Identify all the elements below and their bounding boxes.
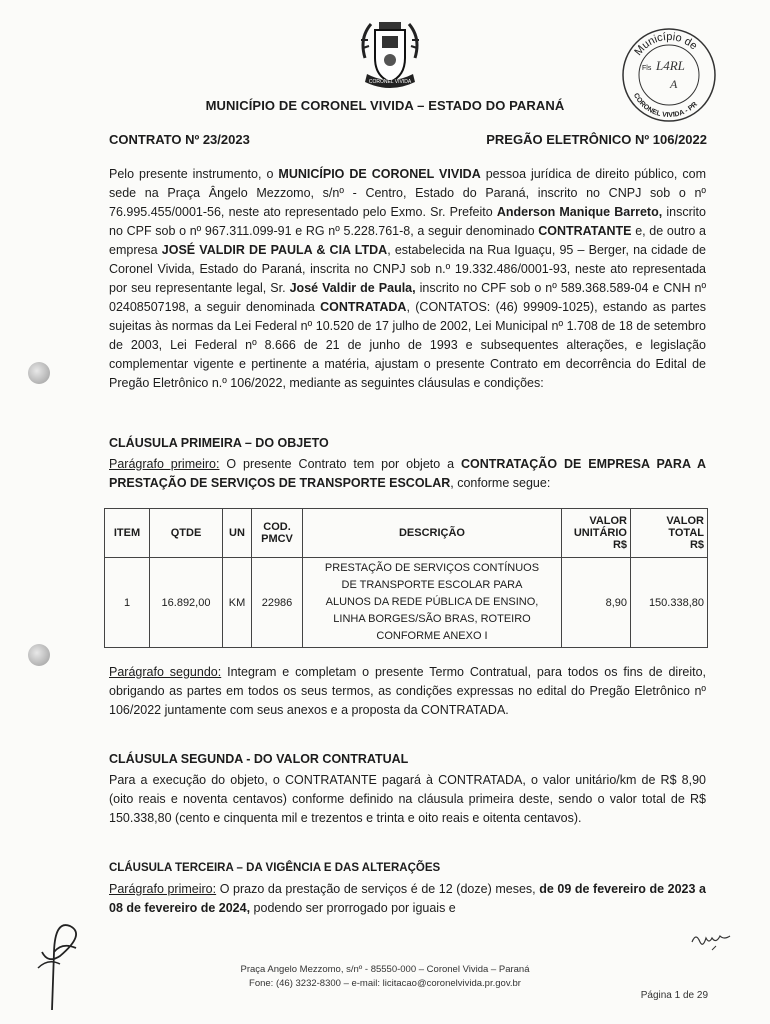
clause-3-heading: CLÁUSULA TERCEIRA – DA VIGÊNCIA E DAS ALTERAÇÕES — [109, 862, 441, 874]
header-valor-total: VALOR TOTAL R$ — [631, 509, 708, 558]
punch-hole — [28, 362, 50, 384]
municipal-crest-icon — [357, 18, 423, 94]
cell-un: KM — [223, 558, 252, 648]
table-header-row — [105, 509, 708, 558]
cell-valor-unitario: 8,90 — [562, 558, 631, 648]
cell-qtde: 16.892,00 — [150, 558, 223, 648]
clause-1-paragraph-1: Parágrafo primeiro: O presente Contrato tem por objeto a CONTRATAÇÃO DE EMPRESA PARA A PRESTAÇÃO DE SERVIÇOS DE TRANSPORTE ESCOLAR, conforme segue: — [109, 457, 706, 490]
clause-1-paragraph-2: Parágrafo segundo: Integram e completam o presente Termo Contratual, para todos os fins de direito, obrigando as partes em todos os seus termos, as condições expressas no edital do Pregão Eletrônico nº 106/2022 juntamente com seus anexos e a proposta da CONTRATADA. — [109, 665, 706, 717]
initials-scribble-icon — [688, 926, 738, 952]
cell-item: 1 — [105, 558, 150, 648]
header-un: UN — [223, 509, 252, 558]
table-row — [105, 558, 708, 648]
clause-3-paragraph-1: Parágrafo primeiro: O prazo da prestação de serviços é de 12 (doze) meses, de 09 de fevereiro de 2023 a 08 de fevereiro de 2024, podendo ser prorrogado por iguais e — [109, 882, 706, 915]
header-descricao: DESCRIÇÃO — [303, 509, 562, 558]
signature-scribble-icon — [30, 912, 90, 1012]
crest-banner-text: CORONEL VIVIDA — [368, 79, 412, 85]
punch-hole — [28, 644, 50, 666]
stamp-fls-value: L4RL — [656, 58, 685, 73]
svg-text:Município de — [632, 31, 699, 58]
footer-contact: Fone: (46) 3232-8300 – e-mail: licitacao@coronelvivida.pr.gov.br — [249, 978, 521, 989]
items-table — [104, 508, 708, 648]
cell-descricao: PRESTAÇÃO DE SERVIÇOS CONTÍNUOS DE TRANSPORTE ESCOLAR PARA ALUNOS DA REDE PÚBLICA DE ENSINO, LINHA BORGES/SÃO BRAS, ROTEIRO CONFORME ANEXO I — [303, 558, 562, 648]
stamp-ring-bottom: CORONEL VIVIDA - PR — [631, 92, 699, 120]
clause-2-paragraph: Para a execução do objeto, o CONTRATANTE pagará à CONTRATADA, o valor unitário/km de R$ 8,90 (oito reais e noventa centavos) conforme definido na cláusula primeira deste, sendo o valor total de R$ 150.338,80 (cento e cinquenta mil e trezentos e trinta e oito reais e oitenta centavos). — [109, 773, 706, 825]
page-number: Página 1 de 29 — [640, 990, 708, 1001]
pregao-number: PREGÃO ELETRÔNICO Nº 106/2022 — [486, 132, 707, 147]
stamp-fls-sub: A — [670, 77, 678, 91]
header-qtde: QTDE — [150, 509, 223, 558]
document-title: MUNICÍPIO DE CORONEL VIVIDA – ESTADO DO PARANÁ — [205, 98, 565, 113]
clause-1-heading: CLÁUSULA PRIMEIRA – DO OBJETO — [109, 436, 329, 450]
preamble-paragraph: Pelo presente instrumento, o MUNICÍPIO DE CORONEL VIVIDA pessoa jurídica de direito público, com sede na Praça Ângelo Mezzomo, s/nº - Centro, Estado do Paraná, inscrito no CNPJ sob o nº 76.995.455/0001-56, neste ato representado pelo Exmo. Sr. Prefeito Anderson Manique Barreto, inscrito no CPF sob o nº 967.311.099-91 e RG nº 5.228.761-8, a seguir denominado CONTRATANTE e, de outro a empresa JOSÉ VALDIR DE PAULA & CIA LTDA, estabelecida na Rua Iguaçu, 95 – Berger, na cidade de Coronel Vivida, Estado do Paraná, inscrita no CNPJ sob n.º 19.332.486/0001-93, neste ato representada por seu representante legal, Sr. José Valdir de Paula, inscrito no CPF sob o nº 589.368.589-04 e CNH nº 02408507198, a seguir denominada CONTRATADA, (CONTATOS: (46) 99909-1025), estando as partes sujeitas às normas da Lei Federal nº 10.520 de 17 julho de 2002, Lei Municipal nº 1.708 de 18 de setembro de 2003, Lei Federal nº 8.666 de 21 de junho de 1993 e subsequentes alterações, e legislação complementar vigente e pertinente a matéria, ajustam o presente Contrato em decorrência do Edital de Pregão Eletrônico n.º 106/2022, mediante as seguintes cláusulas e condições: — [109, 167, 707, 390]
clause-2-heading: CLÁUSULA SEGUNDA - DO VALOR CONTRATUAL — [109, 752, 409, 766]
stamp-fls-label: Fls — [642, 65, 652, 72]
header-valor-unitario: VALOR UNITÁRIO R$ — [562, 509, 631, 558]
header-cod: COD. PMCV — [252, 509, 303, 558]
stamp-ring-top: Município de — [632, 30, 700, 58]
cell-cod: 22986 — [252, 558, 303, 648]
header-item: ITEM — [105, 509, 150, 558]
cell-valor-total: 150.338,80 — [631, 558, 708, 648]
contract-number: CONTRATO Nº 23/2023 — [109, 132, 250, 147]
page-footer — [0, 963, 770, 991]
footer-address: Praça Angelo Mezzomo, s/nº - 85550-000 – Coronel Vivida – Paraná — [240, 964, 530, 975]
